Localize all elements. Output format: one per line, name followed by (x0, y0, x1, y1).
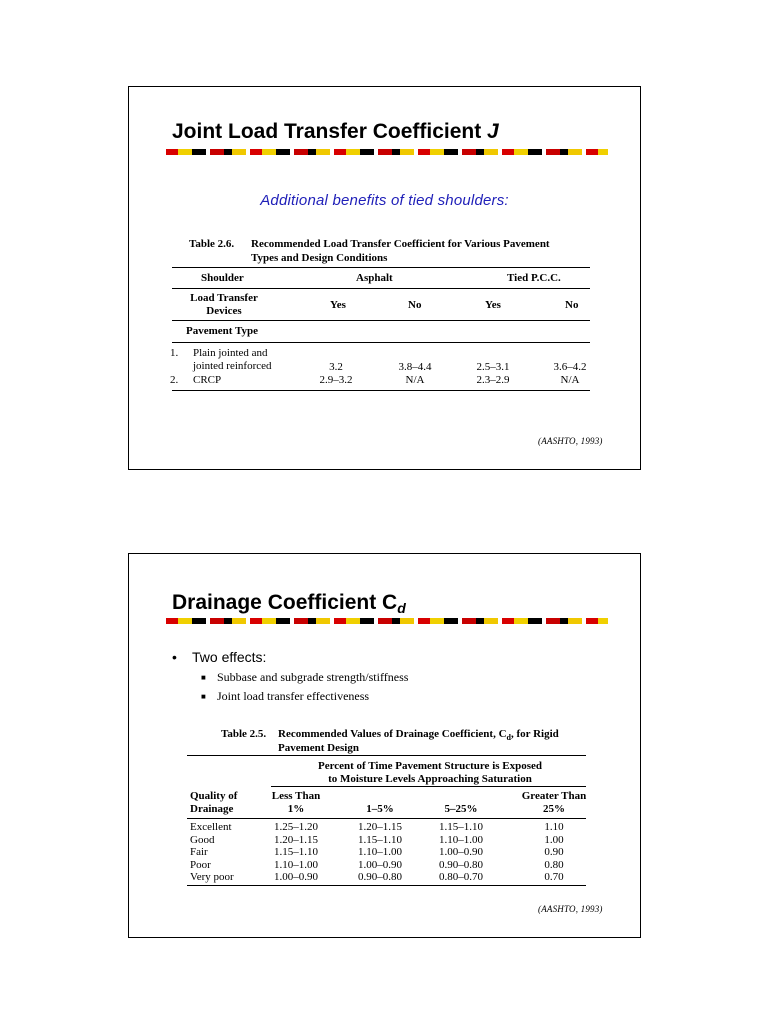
drainage-quality: Fair (190, 846, 208, 858)
table-rule (187, 818, 586, 819)
drainage-value: 1.10–1.00 (358, 846, 402, 858)
table-rule (187, 755, 586, 756)
bullet-dot-icon: • (172, 649, 177, 665)
drainage-value: 1.00–0.90 (358, 858, 402, 871)
table-rule (172, 390, 590, 391)
table-rule (187, 885, 586, 886)
drainage-value: 1.15–1.10 (358, 833, 402, 846)
cell-value: 3.6–4.2 (553, 361, 587, 373)
sub-bullet-item: ■ Joint load transfer effectiveness (201, 689, 370, 703)
drainage-quality: Poor (190, 858, 211, 871)
header-asphalt-no: No (408, 299, 422, 311)
header-tied-yes: Yes (485, 299, 501, 311)
cell-value: 3.2 (329, 361, 343, 373)
drainage-value: 1.00–0.90 (439, 846, 483, 858)
table-rule (172, 288, 590, 289)
drainage-value: 1.15–1.10 (439, 821, 483, 833)
drainage-value: 1.10 (544, 821, 564, 833)
drainage-value: 1.25–1.20 (274, 821, 318, 833)
header-pavement-type: Pavement Type (186, 325, 258, 337)
header-quality: Quality of Drainage (190, 790, 238, 815)
row-pavement-type: jointed reinforced (193, 360, 272, 372)
drainage-value: 1.15–1.10 (274, 846, 318, 858)
header-asphalt-yes: Yes (330, 299, 346, 311)
caption-line-1: Recommended Load Transfer Coefficient for Various Pavement (251, 238, 550, 250)
cell-value: 2.5–3.1 (476, 361, 510, 373)
square-bullet-icon: ■ (201, 692, 206, 701)
drainage-value: 1.00 (544, 833, 564, 846)
drainage-value: 1.20–1.15 (274, 833, 318, 846)
drainage-value: 1.00–0.90 (274, 871, 318, 883)
header-tied-pcc: Tied P.C.C. (507, 272, 561, 284)
slide-title: Drainage Coefficient $C_d$ (172, 591, 406, 616)
title-stripe (166, 149, 608, 155)
header-span: Percent of Time Pavement Structure is Exposed to Moisture Levels Approaching Saturation (317, 760, 543, 785)
drainage-value: 0.90–0.80 (439, 858, 483, 871)
row-number: 2. (170, 374, 179, 386)
cell-value: 2.9–3.2 (319, 374, 353, 386)
cell-value: 3.8–4.4 (398, 361, 432, 373)
sub-bullet-item: ■ Subbase and subgrade strength/stiffness (201, 670, 409, 684)
citation: (AASHTO, 1993) (538, 436, 603, 446)
header-load-transfer: Load Transfer Devices (190, 292, 258, 317)
slide-subtitle: Additional benefits of tied shoulders: (260, 192, 509, 209)
caption-line-2: Types and Design Conditions (251, 252, 388, 264)
cell-value: N/A (405, 374, 425, 386)
row-number: 1. (170, 347, 179, 359)
table-caption (221, 727, 559, 754)
caption-line-1: Recommended Values of Drainage Coefficient, $C_d$, for Rigid (278, 728, 559, 743)
table-rule (172, 320, 590, 321)
header-less-than-1: Less Than 1% (271, 790, 321, 815)
drainage-value: 0.80 (544, 858, 564, 871)
header-greater-than-25: Greater Than 25% (521, 790, 587, 815)
bullet-item: • Two effects: (172, 649, 267, 665)
drainage-value: 1.20–1.15 (358, 821, 402, 833)
header-tied-no: No (565, 299, 579, 311)
title-stripe (166, 618, 608, 624)
header-asphalt: Asphalt (356, 272, 393, 284)
slide-drainage-coefficient (128, 553, 641, 938)
drainage-quality: Good (190, 833, 215, 846)
drainage-value: 1.10–1.00 (274, 858, 318, 871)
drainage-value: 0.90 (544, 846, 564, 858)
drainage-value: 1.10–1.00 (439, 833, 483, 846)
table-rule (271, 786, 586, 787)
citation: (AASHTO, 1993) (538, 904, 603, 914)
header-shoulder: Shoulder (201, 272, 244, 284)
table-rule (172, 267, 590, 268)
caption-line-2: Pavement Design (278, 742, 359, 754)
drainage-quality: Excellent (190, 821, 232, 833)
drainage-value: 0.90–0.80 (358, 871, 402, 883)
header-1-5: 1–5% (366, 803, 394, 815)
drainage-value: 0.70 (544, 871, 564, 883)
drainage-value: 0.80–0.70 (439, 871, 483, 883)
header-5-25: 5–25% (444, 803, 478, 815)
cell-value: N/A (560, 374, 580, 386)
row-pavement-type: Plain jointed and (193, 347, 268, 359)
slide-title: Joint Load Transfer Coefficient J (172, 120, 499, 143)
cell-value: 2.3–2.9 (476, 374, 510, 386)
drainage-quality: Very poor (190, 871, 234, 883)
table-rule (172, 342, 590, 343)
slide-joint-load-transfer (128, 86, 641, 470)
table-number: Table 2.6. (189, 238, 235, 250)
row-pavement-type: CRCP (193, 374, 222, 386)
square-bullet-icon: ■ (201, 673, 206, 682)
table-caption (189, 237, 550, 264)
table-number: Table 2.5. (221, 728, 267, 740)
